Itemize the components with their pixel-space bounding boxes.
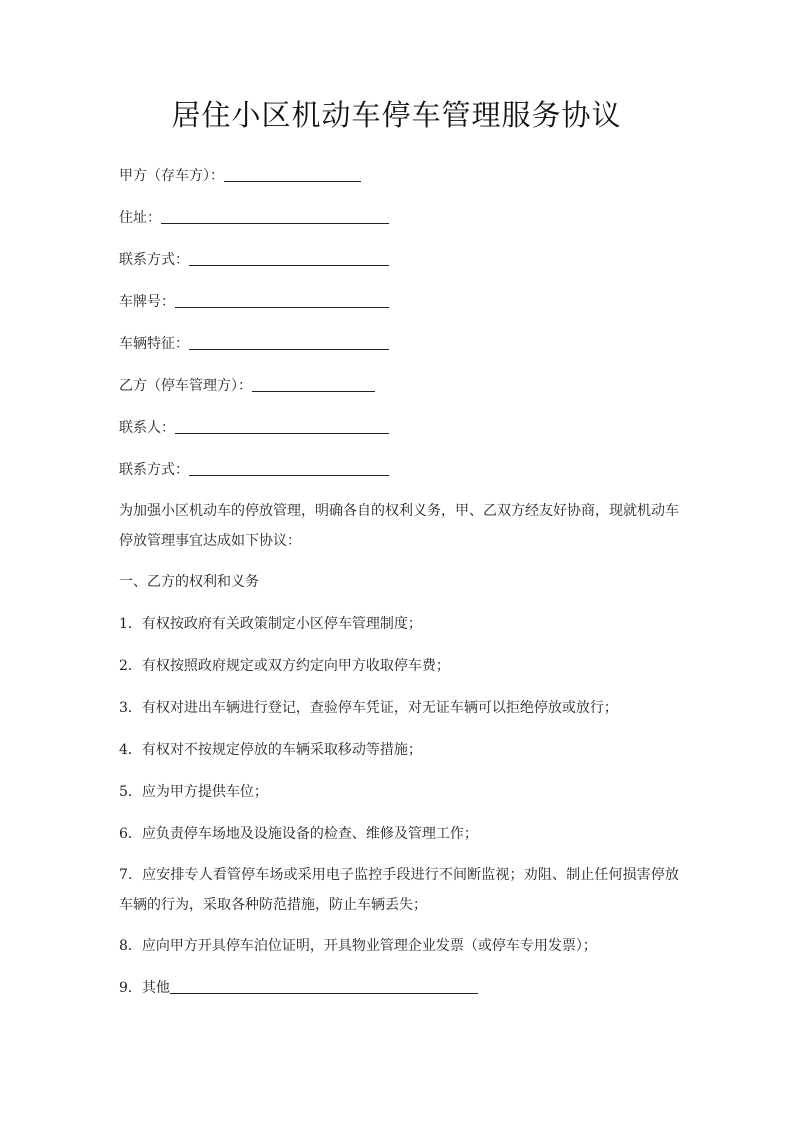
clause-item: 5．应为甲方提供车位；	[119, 784, 268, 800]
field-label: 联系方式：	[119, 462, 189, 478]
field-contact-b	[119, 460, 389, 480]
clause-item: 8．应向甲方开具停车泊位证明，开具物业管理企业发票（或停车专用发票）；	[119, 938, 597, 954]
vehicle-features-blank[interactable]	[189, 335, 389, 350]
field-party-b	[119, 376, 375, 396]
field-label: 联系人：	[119, 420, 175, 436]
field-address	[119, 208, 389, 228]
field-contact-person	[119, 418, 389, 438]
clause-item: 4．有权对不按规定停放的车辆采取移动等措施；	[119, 742, 422, 758]
contact-a-blank[interactable]	[189, 251, 389, 266]
field-plate-number	[119, 292, 389, 312]
clause-item: 1．有权按政府有关政策制定小区停车管理制度；	[119, 616, 422, 632]
field-contact-a	[119, 250, 389, 270]
intro-paragraph: 为加强小区机动车的停放管理，明确各自的权利义务，甲、乙双方经友好协商，现就机动车停放管理事宜达成如下协议：	[119, 503, 679, 549]
field-party-a	[119, 166, 361, 186]
clause-item: 3．有权对进出车辆进行登记，查验停车凭证，对无证车辆可以拒绝停放或放行；	[119, 700, 618, 716]
field-label: 甲方（存车方）：	[119, 168, 224, 184]
other-blank[interactable]	[170, 979, 478, 994]
clause-item: 2．有权按照政府规定或双方约定向甲方收取停车费；	[119, 658, 450, 674]
field-label: 乙方（停车管理方）：	[119, 378, 252, 394]
clause-label: 9．其他	[119, 980, 170, 996]
contact-b-blank[interactable]	[189, 461, 389, 476]
clause-item-other	[119, 978, 478, 998]
clause-item: 6．应负责停车场地及设施设备的检查、维修及管理工作；	[119, 826, 478, 842]
address-blank[interactable]	[161, 209, 389, 224]
contact-person-blank[interactable]	[175, 419, 389, 434]
field-label: 车牌号：	[119, 294, 175, 310]
party-b-blank[interactable]	[252, 377, 375, 392]
plate-number-blank[interactable]	[175, 293, 389, 308]
section-heading: 一、乙方的权利和义务	[119, 574, 259, 590]
field-vehicle-features	[119, 334, 389, 354]
document-title: 居住小区机动车停车管理服务协议	[171, 98, 622, 132]
clause-item: 7．应安排专人看管停车场或采用电子监控手段进行不间断监视；劝阻、制止任何损害停放车辆的行为，采取各种防范措施，防止车辆丢失；	[119, 867, 679, 913]
field-label: 联系方式：	[119, 252, 189, 268]
field-label: 车辆特征：	[119, 336, 189, 352]
field-label: 住址：	[119, 210, 161, 226]
party-a-blank[interactable]	[224, 167, 361, 182]
